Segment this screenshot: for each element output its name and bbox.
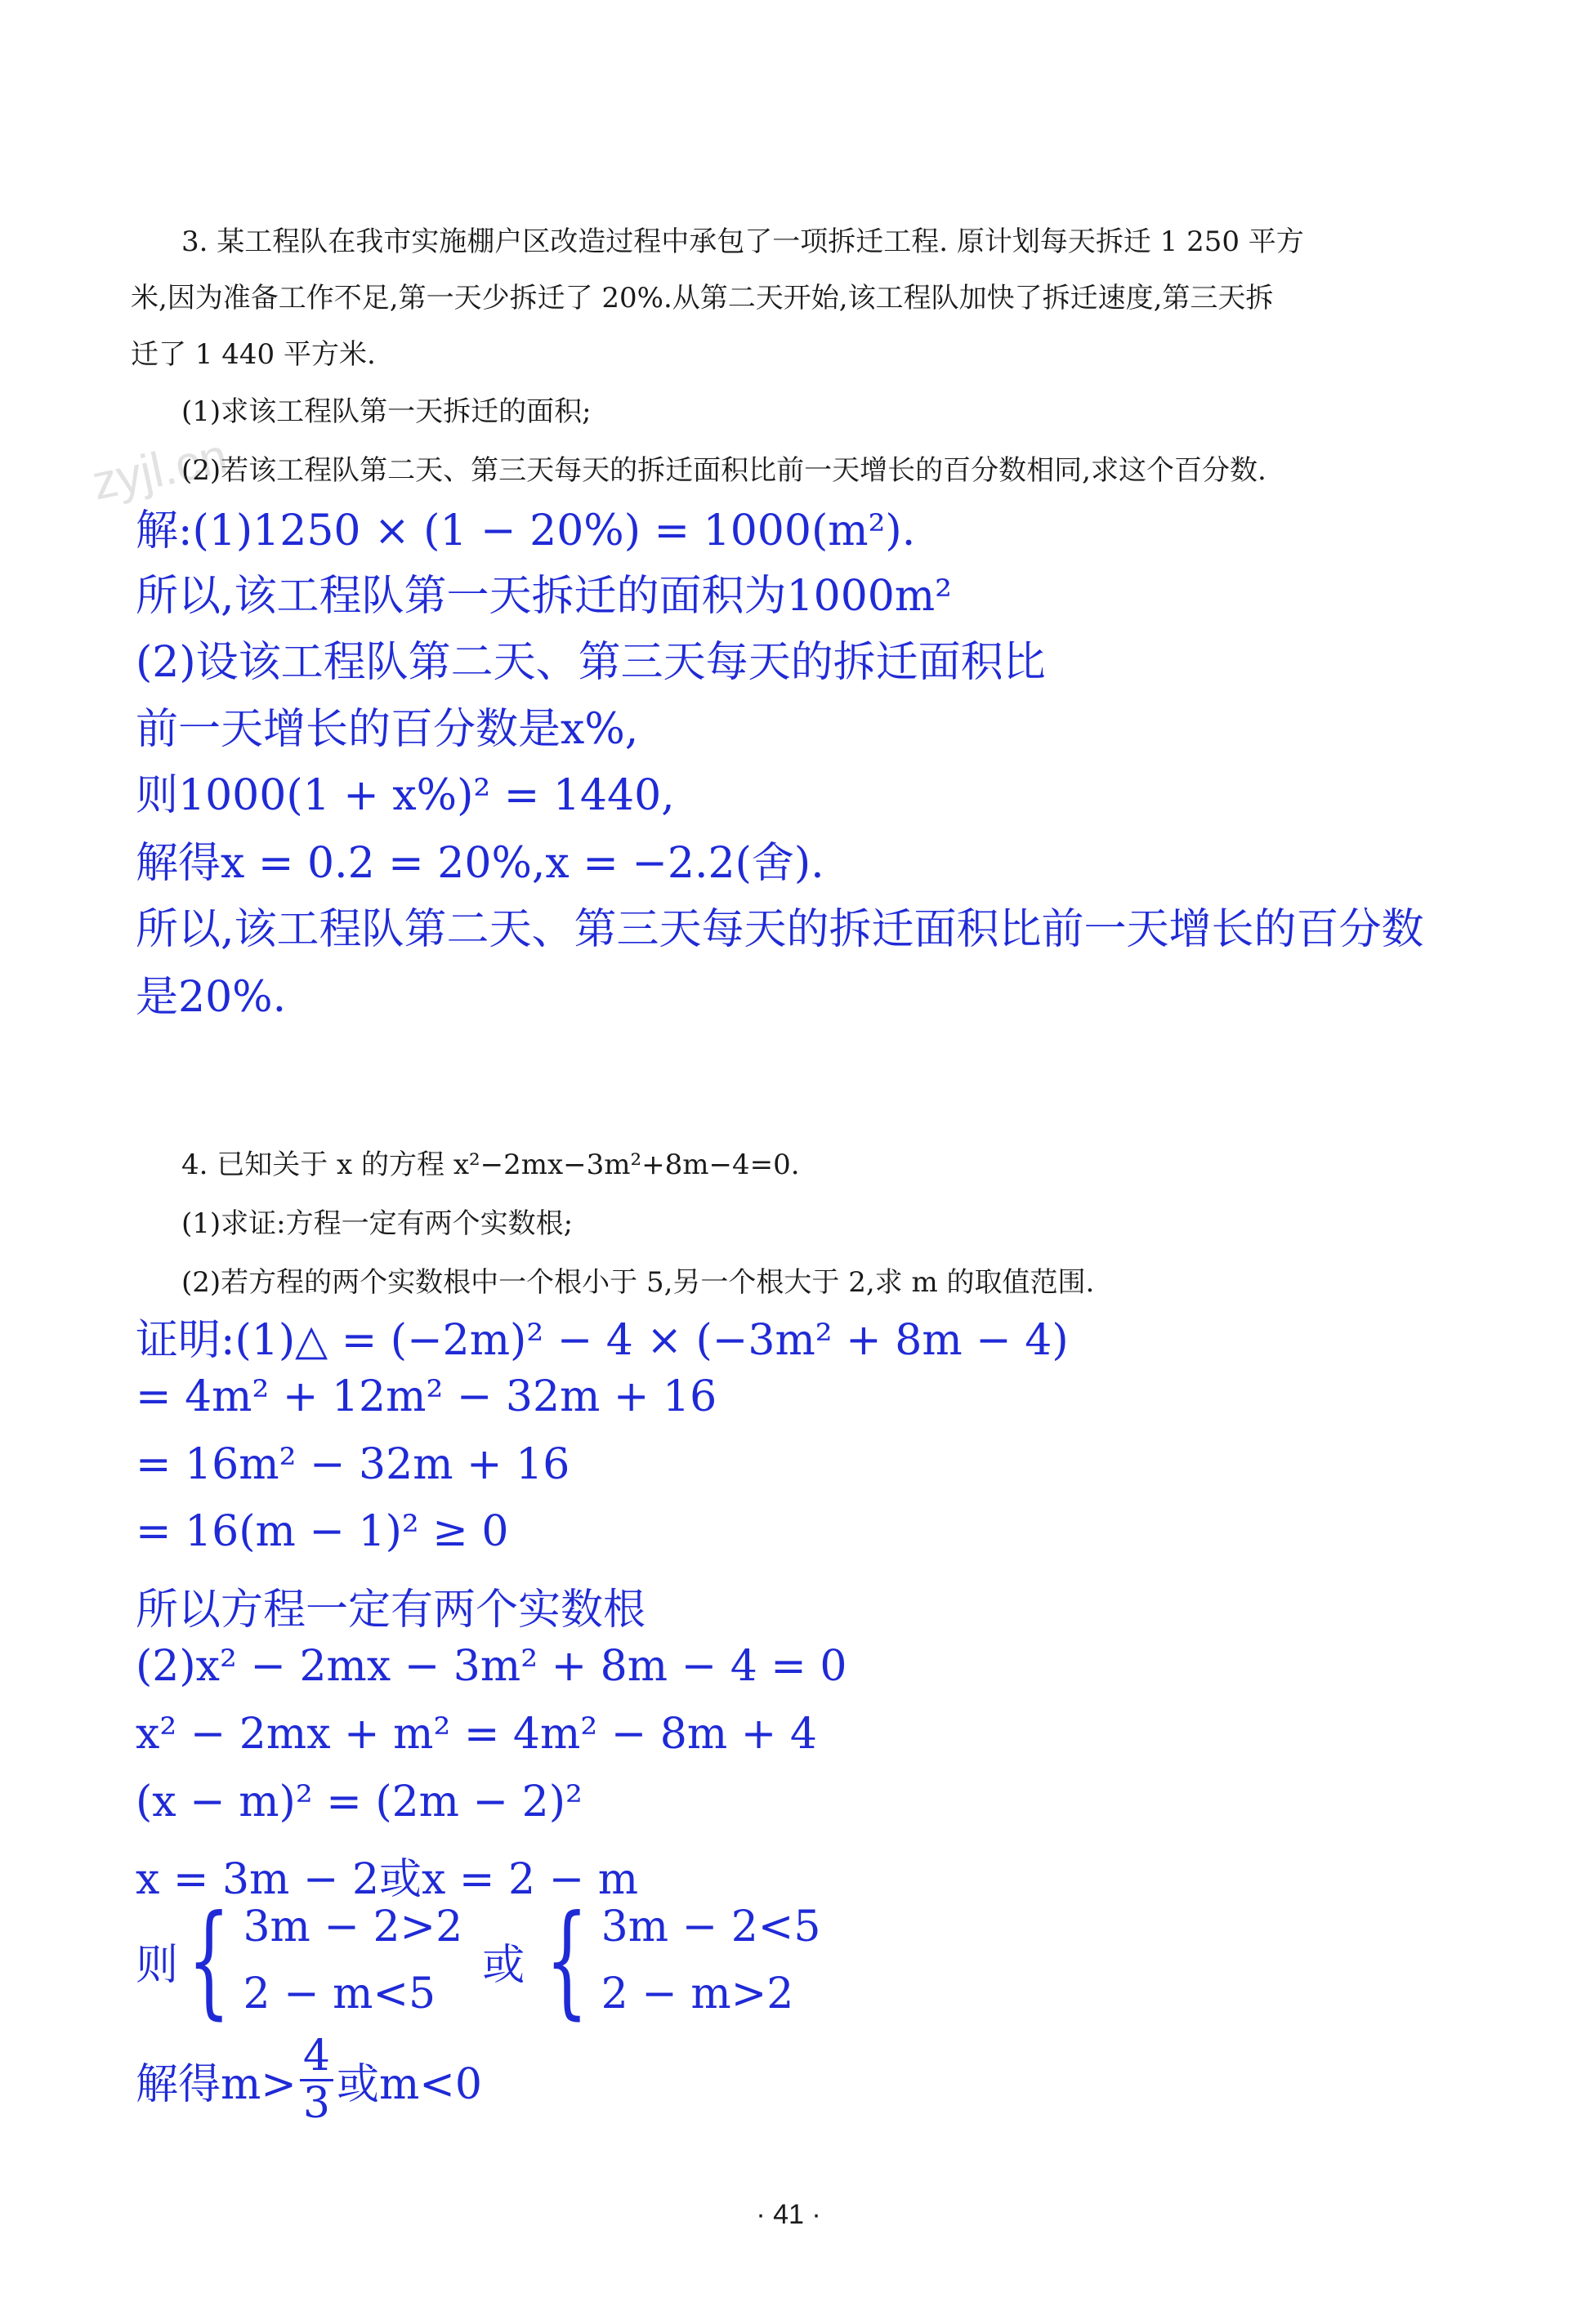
a4-line-1: 证明:(1)△ = (−2m)² − 4 × (−3m² + 8m − 4)	[136, 1316, 1069, 1365]
a3-line-8: 是20%.	[136, 973, 287, 1022]
system-right-2: 2 − m>2	[601, 1969, 794, 2018]
left-brace: {	[187, 1889, 230, 2032]
a3-line-1: 解:(1)1250 × (1 − 20%) = 1000(m²).	[136, 506, 916, 555]
a4-line-9: x = 3m − 2或x = 2 − m	[136, 1855, 639, 1904]
final-suffix: 或m<0	[336, 2059, 482, 2109]
final-prefix: 解得m>	[136, 2059, 297, 2109]
system-prefix: 则	[136, 1940, 179, 1990]
system-right-1: 3m − 2<5	[601, 1902, 821, 1952]
q4-line-1: 4. 已知关于 x 的方程 x²−2mx−3m²+8m−4=0.	[181, 1149, 800, 1181]
inequality-systems	[136, 1889, 821, 2032]
a4-line-6: (2)x² − 2mx − 3m² + 8m − 4 = 0	[136, 1642, 847, 1691]
a4-line-4: = 16(m − 1)² ≥ 0	[136, 1507, 509, 1556]
q3-line-2: 米,因为准备工作不足,第一天少拆迁了 20%.从第二天开始,该工程队加快了拆迁速度,第三天拆	[131, 282, 1274, 314]
fraction	[300, 2034, 333, 2126]
a3-line-6: 解得x = 0.2 = 20%,x = −2.2(舍).	[136, 839, 824, 888]
system-right	[601, 1894, 821, 2027]
a3-line-4: 前一天增长的百分数是x%,	[136, 705, 639, 754]
q4-part-1: (1)求证:方程一定有两个实数根;	[181, 1207, 574, 1240]
a4-line-8: (x − m)² = (2m − 2)²	[136, 1778, 583, 1827]
a3-line-7: 所以,该工程队第二天、第三天每天的拆迁面积比前一天增长的百分数	[136, 905, 1424, 954]
fraction-numerator: 4	[300, 2034, 333, 2081]
final-answer	[136, 2034, 482, 2126]
a3-line-2: 所以,该工程队第一天拆迁的面积为1000m²	[136, 572, 953, 621]
a4-line-3: = 16m² − 32m + 16	[136, 1440, 570, 1489]
q4-part-2: (2)若方程的两个实数根中一个根小于 5,另一个根大于 2,求 m 的取值范围.	[181, 1266, 1095, 1299]
system-left-2: 2 − m<5	[243, 1969, 436, 2018]
a3-line-3: (2)设该工程队第二天、第三天每天的拆迁面积比	[136, 638, 1046, 687]
system-left	[243, 1894, 462, 2027]
fraction-denominator: 3	[302, 2078, 330, 2128]
q3-line-1: 3. 某工程队在我市实施棚户区改造过程中承包了一项拆迁工程. 原计划每天拆迁 1 250 平方	[181, 225, 1304, 258]
q3-part-1: (1)求该工程队第一天拆迁的面积;	[181, 395, 592, 428]
watermark: zyjl.cn	[87, 428, 232, 511]
a3-line-5: 则1000(1 + x%)² = 1440,	[136, 771, 675, 820]
page-number: · 41 ·	[756, 2199, 821, 2230]
a4-line-7: x² − 2mx + m² = 4m² − 8m + 4	[136, 1710, 817, 1759]
q3-line-3: 迁了 1 440 平方米.	[131, 338, 376, 371]
system-left-1: 3m − 2>2	[243, 1902, 463, 1952]
a4-line-5: 所以方程一定有两个实数根	[136, 1586, 646, 1635]
right-brace: {	[545, 1889, 589, 2032]
q3-part-2: (2)若该工程队第二天、第三天每天的拆迁面积比前一天增长的百分数相同,求这个百分数.	[181, 454, 1267, 487]
a4-line-2: = 4m² + 12m² − 32m + 16	[136, 1372, 717, 1421]
system-connector: 或	[482, 1940, 525, 1990]
